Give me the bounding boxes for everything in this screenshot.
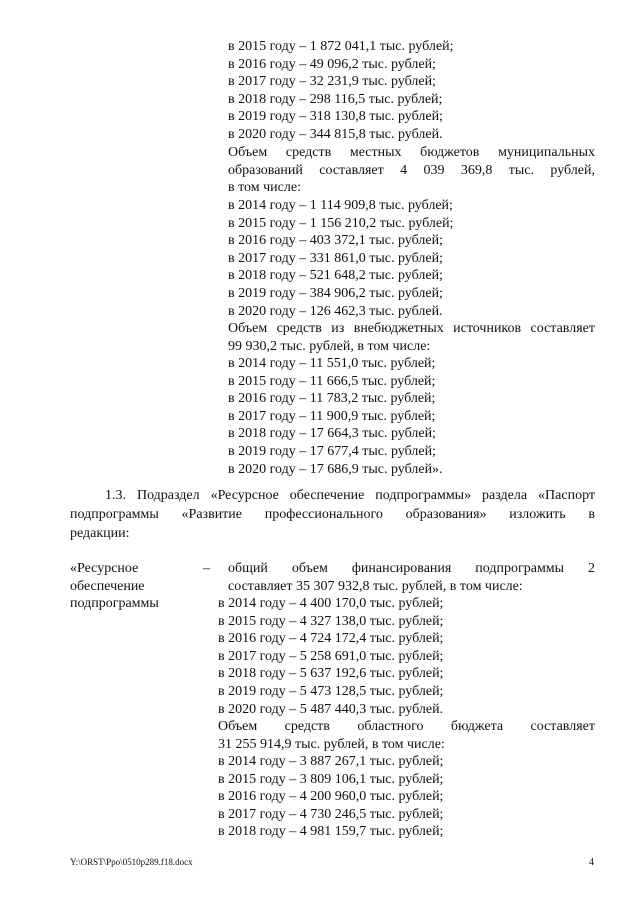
year-line: в 2014 году – 4 400 170,0 тыс. рублей; xyxy=(218,596,444,611)
year-line: в 2019 году – 318 130,8 тыс. рублей; xyxy=(228,109,443,125)
year-line: в 2017 году – 4 730 246,5 тыс. рублей; xyxy=(218,806,444,822)
local-years-list xyxy=(228,197,453,320)
year-line: в 2015 году – 1 872 041,1 тыс. рублей; xyxy=(228,39,454,54)
year-line: в 2017 году – 5 258 691,0 тыс. рублей; xyxy=(218,648,444,664)
text-line: общий объем финансирования подпрограммы 2 xyxy=(228,561,595,576)
text-line: редакции: xyxy=(70,526,130,541)
year-line: в 2019 году – 17 677,4 тыс. рублей; xyxy=(228,443,436,459)
year-line: в 2018 году – 17 664,3 тыс. рублей; xyxy=(228,426,436,442)
year-line: в 2019 году – 384 906,2 тыс. рублей; xyxy=(228,285,443,301)
year-line: в 2014 году – 3 887 267,1 тыс. рублей; xyxy=(218,754,444,769)
funding-years-list xyxy=(228,38,453,144)
regional-years-list xyxy=(218,753,443,841)
year-line: в 2016 году – 4 724 172,4 тыс. рублей; xyxy=(218,631,444,647)
year-line: в 2018 году – 5 637 192,6 тыс. рублей; xyxy=(218,666,444,682)
text-line: Объем средств областного бюджета составляет xyxy=(218,719,595,734)
year-line: в 2015 году – 11 666,5 тыс. рублей; xyxy=(228,373,436,389)
page-number: 4 xyxy=(589,857,594,868)
text-line: в том числе: xyxy=(228,180,301,196)
year-line: в 2020 году – 126 462,3 тыс. рублей. xyxy=(228,303,443,319)
year-line: в 2020 году – 344 815,8 тыс. рублей. xyxy=(228,126,443,142)
year-line: в 2019 году – 5 473 128,5 тыс. рублей; xyxy=(218,683,444,699)
label-line: подпрограммы xyxy=(70,596,159,612)
text-line: 99 930,2 тыс. рублей, в том числе: xyxy=(228,338,431,354)
year-line: в 2015 году – 4 327 138,0 тыс. рублей; xyxy=(218,613,444,629)
dash-separator: – xyxy=(203,561,210,576)
extra-years-list xyxy=(228,355,443,478)
total-funding-paragraph xyxy=(228,560,595,595)
local-budget-paragraph xyxy=(228,144,595,197)
year-line: в 2018 году – 521 648,2 тыс. рублей; xyxy=(228,268,443,284)
year-line: в 2015 году – 1 156 210,2 тыс. рублей; xyxy=(228,215,454,231)
total-years-list xyxy=(218,595,443,718)
year-line: в 2014 году – 1 114 909,8 тыс. рублей; xyxy=(228,198,453,213)
section-paragraph xyxy=(70,486,595,543)
text-line: составляет 35 307 932,8 тыс. рублей, в том числе: xyxy=(228,578,523,594)
text-line: подпрограммы «Развитие профессионального образования» изложить в xyxy=(70,507,595,522)
year-line: в 2014 году – 11 551,0 тыс. рублей; xyxy=(228,356,436,371)
year-line: в 2020 году – 17 686,9 тыс. рублей». xyxy=(228,461,443,477)
text-line: 1.3. Подраздел «Ресурсное обеспечение подпрограммы» раздела «Паспорт xyxy=(105,488,595,503)
year-line: в 2017 году – 331 861,0 тыс. рублей; xyxy=(228,250,443,266)
text-line: образований составляет 4 039 369,8 тыс. рублей, xyxy=(228,162,595,178)
year-line: в 2016 году – 49 096,2 тыс. рублей; xyxy=(228,56,436,72)
year-line: в 2020 году – 5 487 440,3 тыс. рублей. xyxy=(218,701,444,717)
text-line: Объем средств из внебюджетных источников составляет xyxy=(228,321,595,336)
year-line: в 2017 году – 32 231,9 тыс. рублей; xyxy=(228,74,436,90)
year-line: в 2016 году – 4 200 960,0 тыс. рублей; xyxy=(218,789,444,805)
footer-file-path: Y:\ORST\Ppo\0510p289.f18.docx xyxy=(70,857,193,867)
resource-label xyxy=(70,560,159,613)
extra-budget-paragraph xyxy=(228,320,595,355)
year-line: в 2018 году – 4 981 159,7 тыс. рублей; xyxy=(218,824,444,840)
label-line: «Ресурсное xyxy=(70,561,139,576)
regional-budget-paragraph xyxy=(218,718,595,753)
year-line: в 2015 году – 3 809 106,1 тыс. рублей; xyxy=(218,771,444,787)
text-line: 31 255 914,9 тыс. рублей, в том числе: xyxy=(218,736,445,752)
text-line: Объем средств местных бюджетов муниципальных xyxy=(228,145,595,160)
year-line: в 2016 году – 11 783,2 тыс. рублей; xyxy=(228,391,436,407)
year-line: в 2016 году – 403 372,1 тыс. рублей; xyxy=(228,233,443,249)
label-line: обеспечение xyxy=(70,578,145,594)
year-line: в 2017 году – 11 900,9 тыс. рублей; xyxy=(228,408,436,424)
year-line: в 2018 году – 298 116,5 тыс. рублей; xyxy=(228,91,443,107)
